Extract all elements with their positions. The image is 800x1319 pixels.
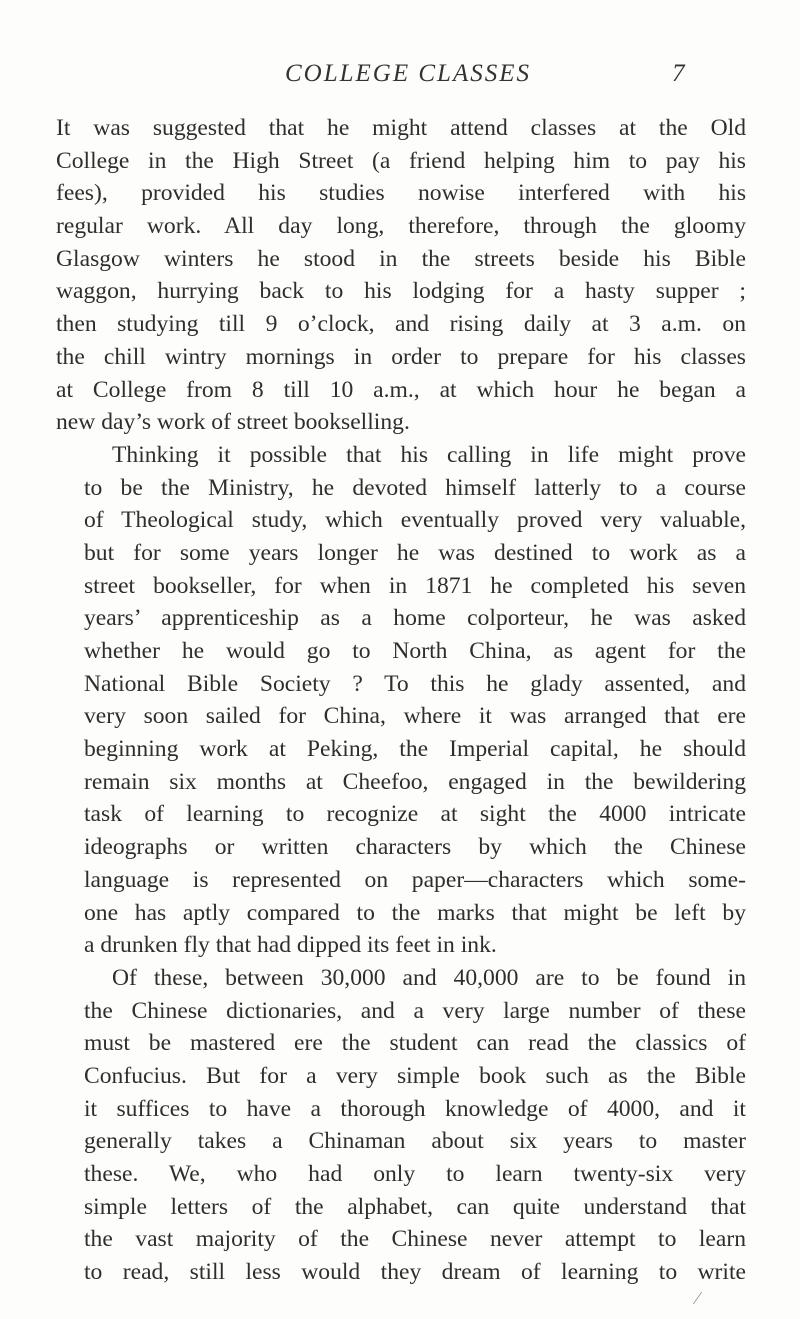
text-line: whether he would go to North China, as agent for the — [84, 638, 746, 664]
text-line: then studying till 9 o’clock, and rising daily at 3 a.m. on — [56, 311, 746, 338]
text-line: to read, still less would they dream of learning to write — [84, 1259, 746, 1286]
running-head — [0, 60, 800, 96]
text-line: beginning work at Peking, the Imperial capital, he should — [84, 736, 746, 763]
text-line: Glasgow winters he stood in the streets beside his Bible — [56, 245, 746, 272]
body-text — [56, 112, 746, 1289]
text-line: the chill wintry mornings in order to prepare for his classes — [56, 343, 746, 370]
text-line: new day’s work of street bookselling. — [56, 409, 410, 436]
text-line: simple letters of the alphabet, can quite understand that — [84, 1193, 746, 1220]
text-line: very soon sailed for China, where it was arranged that ere — [84, 703, 746, 730]
text-line: the vast majority of the Chinese never attempt to learn — [84, 1226, 746, 1253]
text-line: of Theological study, which eventually proved very valuable, — [84, 507, 746, 534]
text-line: task of learning to recognize at sight the 4000 intricate — [84, 801, 746, 828]
text-line: generally takes a Chinaman about six years to master — [84, 1128, 746, 1155]
text-line: Of these, between 30,000 and 40,000 are to be found in — [112, 964, 746, 991]
text-line: National Bible Society ? To this he glady assented, and — [84, 670, 746, 697]
text-line: waggon, hurrying back to his lodging for a hasty supper ; — [56, 278, 746, 305]
text-line: Thinking it possible that his calling in life might prove — [112, 441, 746, 468]
text-line: at College from 8 till 10 a.m., at which hour he began a — [56, 376, 746, 403]
page-number: 7 — [672, 60, 685, 87]
paragraph-1 — [56, 112, 746, 439]
text-line: regular work. All day long, therefore, through the gloomy — [56, 213, 746, 240]
text-line: fees), provided his studies nowise interfered with his — [56, 180, 746, 207]
text-line: Confucius. But for a very simple book such as the Bible — [84, 1062, 746, 1089]
text-line: but for some years longer he was destined to work as a — [84, 539, 746, 566]
text-line: street bookseller, for when in 1871 he completed his seven — [84, 572, 746, 599]
paragraph-3 — [56, 962, 746, 1289]
text-line: a drunken fly that had dipped its feet in ink. — [84, 932, 497, 959]
text-line: to be the Ministry, he devoted himself latterly to a course — [84, 474, 746, 501]
text-line: language is represented on paper—characters which some- — [84, 866, 746, 893]
text-line: these. We, who had only to learn twenty-six very — [84, 1161, 746, 1187]
text-line: the Chinese dictionaries, and a very large number of these — [84, 997, 746, 1024]
text-line: ideographs or written characters by which the Chinese — [84, 834, 746, 861]
text-line: it suffices to have a thorough knowledge of 4000, and it — [84, 1095, 746, 1122]
pencil-mark-icon: ⁄ — [696, 1288, 700, 1308]
text-line: must be mastered ere the student can read the classics of — [84, 1030, 746, 1057]
text-line: remain six months at Cheefoo, engaged in the bewildering — [84, 768, 746, 795]
paragraph-2 — [56, 439, 746, 962]
text-line: College in the High Street (a friend helping him to pay his — [56, 147, 746, 174]
text-line: years’ apprenticeship as a home colporteur, he was asked — [84, 605, 746, 632]
text-line: It was suggested that he might attend classes at the Old — [56, 115, 746, 141]
text-line: one has aptly compared to the marks that might be left by — [84, 899, 746, 926]
running-title: COLLEGE CLASSES — [284, 60, 531, 87]
